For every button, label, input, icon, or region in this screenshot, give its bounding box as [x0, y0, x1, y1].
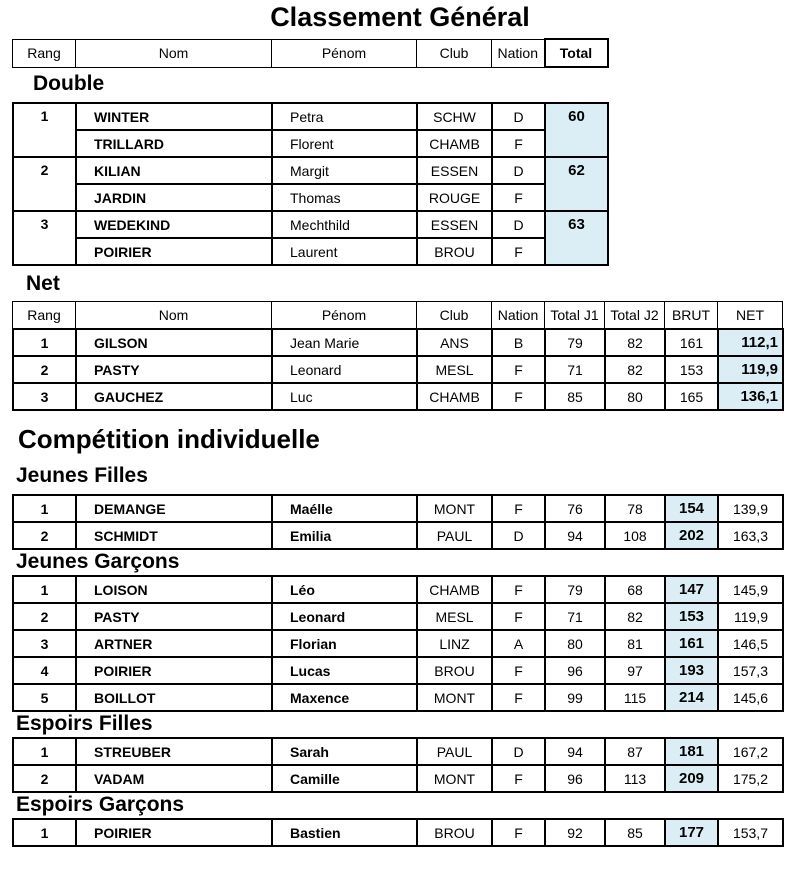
rank-cell: 2: [13, 765, 76, 792]
table-row: [13, 383, 783, 410]
brut-cell: 165: [665, 383, 718, 410]
player-nom: JARDIN: [76, 184, 272, 211]
player-prenom: Thomas: [272, 184, 417, 211]
nom-cell: BOILLOT: [76, 684, 272, 711]
table-row: [13, 738, 783, 765]
header-prenom: Pénom: [272, 39, 417, 67]
club-cell: MONT: [417, 495, 492, 522]
page-title: Classement Général: [270, 2, 530, 32]
total-j1-cell: 92: [545, 819, 605, 846]
net-col-total-j2: Total J2: [605, 302, 665, 329]
brut-cell: 177: [665, 819, 718, 846]
player-nation: F: [492, 238, 545, 265]
total-j2-cell: 82: [605, 603, 665, 630]
team-total: 62: [545, 157, 608, 211]
net-cell: 136,1: [718, 383, 783, 410]
team-total: 63: [545, 211, 608, 265]
player-nation: D: [492, 211, 545, 238]
club-cell: ANS: [417, 329, 492, 356]
total-j2-cell: 115: [605, 684, 665, 711]
header-total: Total: [545, 39, 608, 67]
club-cell: MESL: [417, 603, 492, 630]
prenom-cell: Leonard: [272, 603, 417, 630]
total-j2-cell: 81: [605, 630, 665, 657]
player-nom: WINTER: [76, 103, 272, 130]
net-cell: 139,9: [718, 495, 783, 522]
nom-cell: SCHMIDT: [76, 522, 272, 549]
nation-cell: F: [492, 576, 545, 603]
nom-cell: LOISON: [76, 576, 272, 603]
brut-cell: 202: [665, 522, 718, 549]
total-j2-cell: 82: [605, 356, 665, 383]
group-table: [12, 494, 784, 550]
total-j1-cell: 79: [545, 329, 605, 356]
player-nom: WEDEKIND: [76, 211, 272, 238]
net-header-row: [13, 302, 783, 329]
prenom-cell: Maélle: [272, 495, 417, 522]
net-table: [12, 301, 783, 329]
total-j1-cell: 85: [545, 383, 605, 410]
nom-cell: POIRIER: [76, 819, 272, 846]
table-row: [13, 211, 608, 238]
player-nation: D: [492, 103, 545, 130]
table-row: [13, 630, 783, 657]
total-j1-cell: 76: [545, 495, 605, 522]
total-j1-cell: 94: [545, 738, 605, 765]
net-col-club: Club: [417, 302, 492, 329]
table-row: [13, 819, 783, 846]
nation-cell: F: [492, 684, 545, 711]
nation-cell: F: [492, 603, 545, 630]
club-cell: MESL: [417, 356, 492, 383]
nation-cell: B: [492, 329, 545, 356]
nom-cell: PASTY: [76, 356, 272, 383]
total-j2-cell: 113: [605, 765, 665, 792]
double-table: [12, 102, 609, 266]
player-prenom: Mechthild: [272, 211, 417, 238]
nom-cell: GILSON: [76, 329, 272, 356]
table-row: [13, 657, 783, 684]
prenom-cell: Bastien: [272, 819, 417, 846]
player-club: CHAMB: [417, 130, 492, 157]
player-nom: TRILLARD: [76, 130, 272, 157]
player-prenom: Florent: [272, 130, 417, 157]
total-j2-cell: 108: [605, 522, 665, 549]
total-j1-cell: 96: [545, 657, 605, 684]
prenom-cell: Maxence: [272, 684, 417, 711]
player-nation: D: [492, 157, 545, 184]
player-club: ESSEN: [417, 211, 492, 238]
player-club: ROUGE: [417, 184, 492, 211]
rank-cell: 3: [13, 630, 76, 657]
nom-cell: DEMANGE: [76, 495, 272, 522]
rank-cell: 1: [13, 576, 76, 603]
player-nom: KILIAN: [76, 157, 272, 184]
prenom-cell: Florian: [272, 630, 417, 657]
nation-cell: F: [492, 383, 545, 410]
total-j2-cell: 68: [605, 576, 665, 603]
brut-cell: 214: [665, 684, 718, 711]
nation-cell: D: [492, 738, 545, 765]
prenom-cell: Luc: [272, 383, 417, 410]
brut-cell: 153: [665, 603, 718, 630]
table-row: [13, 103, 608, 130]
nation-cell: D: [492, 522, 545, 549]
net-col-rang: Rang: [13, 302, 76, 329]
total-j2-cell: 78: [605, 495, 665, 522]
brut-cell: 209: [665, 765, 718, 792]
total-j1-cell: 94: [545, 522, 605, 549]
nation-cell: F: [492, 819, 545, 846]
table-row: [13, 522, 783, 549]
table-row: [13, 495, 783, 522]
team-total: 60: [545, 103, 608, 157]
rank-cell: 1: [13, 329, 76, 356]
total-j1-cell: 99: [545, 684, 605, 711]
nom-cell: PASTY: [76, 603, 272, 630]
player-nom: POIRIER: [76, 238, 272, 265]
net-cell: 119,9: [718, 603, 783, 630]
team-rank: 3: [13, 211, 76, 265]
club-cell: PAUL: [417, 738, 492, 765]
rank-cell: 1: [13, 819, 76, 846]
group-table: [12, 737, 784, 793]
group-table: [12, 818, 784, 847]
rank-cell: 5: [13, 684, 76, 711]
nation-cell: F: [492, 356, 545, 383]
nom-cell: VADAM: [76, 765, 272, 792]
net-col-nation: Nation: [492, 302, 545, 329]
nation-cell: A: [492, 630, 545, 657]
nom-cell: GAUCHEZ: [76, 383, 272, 410]
net-col-nom: Nom: [76, 302, 272, 329]
table-row: [13, 238, 608, 265]
club-cell: LINZ: [417, 630, 492, 657]
total-j2-cell: 82: [605, 329, 665, 356]
net-col-brut: BRUT: [665, 302, 718, 329]
header-nom: Nom: [76, 39, 272, 67]
table-row: [13, 765, 783, 792]
brut-cell: 153: [665, 356, 718, 383]
player-club: BROU: [417, 238, 492, 265]
player-club: SCHW: [417, 103, 492, 130]
nation-cell: F: [492, 495, 545, 522]
total-j2-cell: 80: [605, 383, 665, 410]
net-cell: 145,9: [718, 576, 783, 603]
club-cell: BROU: [417, 657, 492, 684]
general-header-table: [12, 38, 609, 68]
nom-cell: STREUBER: [76, 738, 272, 765]
player-prenom: Petra: [272, 103, 417, 130]
total-j1-cell: 71: [545, 356, 605, 383]
nom-cell: ARTNER: [76, 630, 272, 657]
club-cell: MONT: [417, 765, 492, 792]
prenom-cell: Camille: [272, 765, 417, 792]
total-j2-cell: 85: [605, 819, 665, 846]
total-j1-cell: 80: [545, 630, 605, 657]
group-heading: Jeunes Filles: [16, 464, 148, 487]
prenom-cell: Jean Marie: [272, 329, 417, 356]
net-cell: 157,3: [718, 657, 783, 684]
group-heading: Espoirs Garçons: [16, 793, 185, 816]
net-col-total-j1: Total J1: [545, 302, 605, 329]
rank-cell: 2: [13, 356, 76, 383]
net-cell: 146,5: [718, 630, 783, 657]
player-nation: F: [492, 184, 545, 211]
team-rank: 2: [13, 157, 76, 211]
prenom-cell: Lucas: [272, 657, 417, 684]
net-cell: 119,9: [718, 356, 783, 383]
brut-cell: 181: [665, 738, 718, 765]
net-cell: 175,2: [718, 765, 783, 792]
table-row: [13, 684, 783, 711]
club-cell: CHAMB: [417, 383, 492, 410]
table-row: [13, 576, 783, 603]
group-heading: Espoirs Filles: [16, 712, 153, 735]
section-net-heading: Net: [26, 272, 60, 295]
header-nation: Nation: [492, 39, 545, 67]
total-j2-cell: 97: [605, 657, 665, 684]
club-cell: BROU: [417, 819, 492, 846]
prenom-cell: Emilia: [272, 522, 417, 549]
net-col-prenom: Pénom: [272, 302, 417, 329]
prenom-cell: Sarah: [272, 738, 417, 765]
group-heading: Jeunes Garçons: [16, 550, 180, 573]
group-table: [12, 575, 784, 712]
nation-cell: F: [492, 765, 545, 792]
section-individual-heading: Compétition individuelle: [18, 424, 320, 454]
total-j1-cell: 79: [545, 576, 605, 603]
brut-cell: 154: [665, 495, 718, 522]
total-j2-cell: 87: [605, 738, 665, 765]
table-row: [13, 603, 783, 630]
table-row: [13, 130, 608, 157]
nation-cell: F: [492, 657, 545, 684]
net-cell: 153,7: [718, 819, 783, 846]
club-cell: PAUL: [417, 522, 492, 549]
brut-cell: 161: [665, 329, 718, 356]
header-rang: Rang: [13, 39, 76, 67]
table-row: [13, 184, 608, 211]
rank-cell: 1: [13, 495, 76, 522]
total-j1-cell: 71: [545, 603, 605, 630]
total-j1-cell: 96: [545, 765, 605, 792]
rank-cell: 2: [13, 603, 76, 630]
table-row: [13, 356, 783, 383]
rank-cell: 2: [13, 522, 76, 549]
net-col-net: NET: [718, 302, 783, 329]
prenom-cell: Leonard: [272, 356, 417, 383]
player-prenom: Margit: [272, 157, 417, 184]
net-cell: 145,6: [718, 684, 783, 711]
table-row: [13, 329, 783, 356]
brut-cell: 147: [665, 576, 718, 603]
net-cell: 163,3: [718, 522, 783, 549]
club-cell: MONT: [417, 684, 492, 711]
net-cell: 112,1: [718, 329, 783, 356]
table-row: [13, 157, 608, 184]
rank-cell: 1: [13, 738, 76, 765]
header-club: Club: [417, 39, 492, 67]
section-double-heading: Double: [33, 72, 105, 95]
player-nation: F: [492, 130, 545, 157]
player-club: ESSEN: [417, 157, 492, 184]
club-cell: CHAMB: [417, 576, 492, 603]
player-prenom: Laurent: [272, 238, 417, 265]
nom-cell: POIRIER: [76, 657, 272, 684]
brut-cell: 161: [665, 630, 718, 657]
rank-cell: 4: [13, 657, 76, 684]
team-rank: 1: [13, 103, 76, 157]
brut-cell: 193: [665, 657, 718, 684]
net-cell: 167,2: [718, 738, 783, 765]
prenom-cell: Léo: [272, 576, 417, 603]
net-rows-table: [12, 328, 784, 411]
rank-cell: 3: [13, 383, 76, 410]
